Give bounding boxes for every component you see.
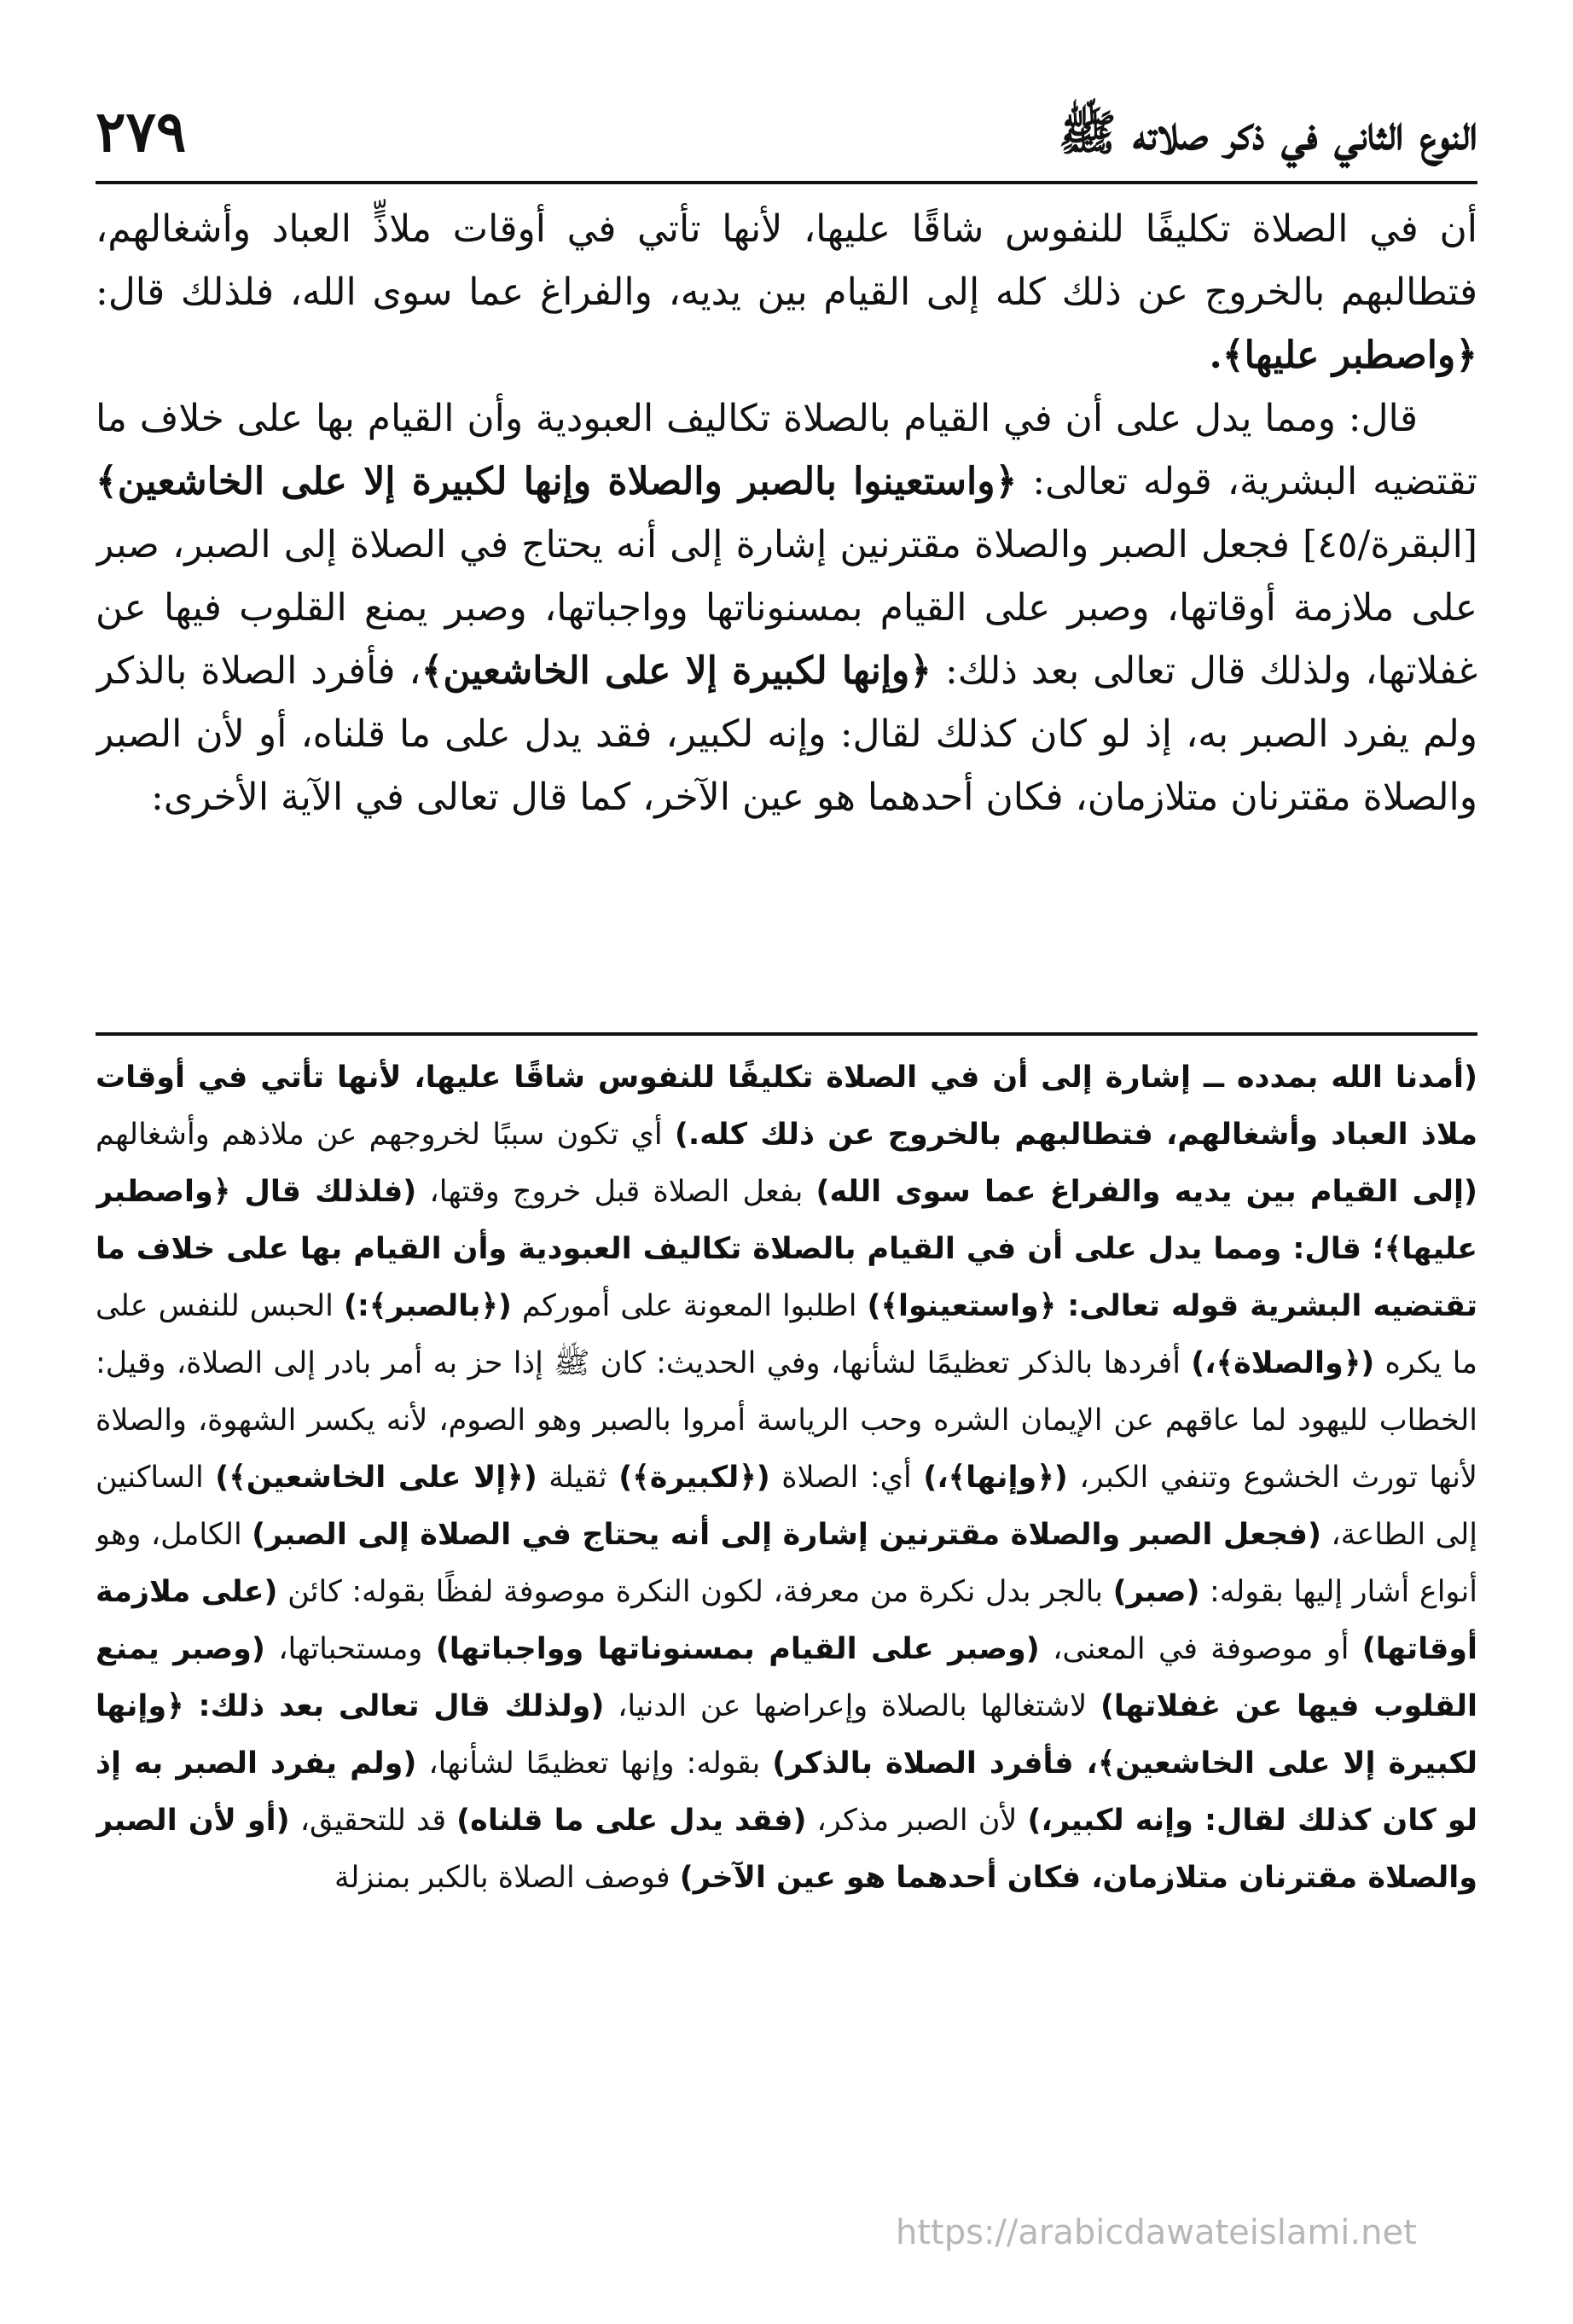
- quran-verse: ﴿واصطبر عليها﴾.: [1209, 334, 1477, 377]
- running-head: [96, 96, 1477, 177]
- main-paragraph: [96, 198, 1477, 387]
- commentary-text: أفردها بالذكر تعظيمًا لشأنها، وفي الحديث: كان ﷺ إذا حز به أمر بادر إلى الصلاة، وقيل: الخطاب لليهود لما عاقهم عن الإيمان الشره وحب الرياسة أمروا بالصبر وهو الصوم، لأنه يكسر الشهوة، والصلاة لأنها تورث الخشوع وتنفي الكبر،: [96, 1346, 1477, 1495]
- commentary-quote: (﴿وإنها﴾،): [923, 1461, 1068, 1495]
- commentary-quote: (﴿لكبيرة﴾): [618, 1461, 770, 1495]
- commentary-text: بفعل الصلاة قبل خروج وقتها،: [416, 1175, 816, 1209]
- commentary-text: الكامل، وهو أنواع أشار إليها بقوله:: [96, 1518, 1477, 1609]
- main-text-segment: ، فأفرد الصلاة بالذكر ولم يفرد الصبر به، إذ لو كان كذلك لقال: وإنه لكبير، فقد يدل على ما قلناه، أو لأن الصبر والصلاة مقترنان متلازمان، فكان أحدهما هو عين الآخر، كما قال تعالى في الآية الأخرى:: [96, 649, 1477, 819]
- commentary-quote: (﴿والصلاة﴾،): [1191, 1346, 1375, 1380]
- commentary-text: لاشتغالها بالصلاة وإعراضها عن الدنيا،: [604, 1689, 1100, 1723]
- commentary-text: لأن الصبر مذكر،: [806, 1804, 1028, 1838]
- commentary-quote: (ولم يفرد الصبر به إذ لو كان كذلك لقال: وإنه لكبير،): [96, 1746, 1477, 1838]
- commentary-paragraph: [96, 1049, 1477, 1907]
- commentary-text: أو موصوفة في المعنى،: [1039, 1632, 1362, 1666]
- footnote-divider: [96, 1032, 1477, 1036]
- commentary-quote: (أو لأن الصبر والصلاة مقترنان متلازمان، فكان أحدهما هو عين الآخر): [96, 1804, 1477, 1895]
- commentary-quote: (﴿إلا على الخاشعين﴾): [215, 1461, 537, 1495]
- commentary-quote: (﴿بالصبر﴾:): [343, 1289, 512, 1323]
- commentary-text: أي: الصلاة: [769, 1461, 924, 1495]
- commentary-quote: (أمدنا الله بمدده ــ إشارة إلى أن في الصلاة تكليفًا للنفوس شاقًا عليها، لأنها تأتي في أوقات ملاذ العباد وأشغالهم، فتطالبهم بالخروج عن ذلك كله.): [96, 1060, 1477, 1152]
- commentary-text: ومستحباتها،: [264, 1632, 436, 1666]
- quran-verse: ﴿وإنها لكبيرة إلا على الخاشعين﴾: [421, 649, 932, 693]
- commentary: [96, 1049, 1477, 2181]
- main-text-segment: أن في الصلاة تكليفًا للنفوس شاقًا عليها، لأنها تأتي في أوقات ملاذٍّ العباد وأشغالهم، فتطالبهم بالخروج عن ذلك كله إلى القيام بين يديه، والفراغ عما سوى الله، فلذلك قال:: [96, 207, 1477, 314]
- page-number: ٢٧٩: [96, 98, 187, 165]
- commentary-text: بقوله: وإنها تعظيمًا لشأنها،: [416, 1746, 773, 1781]
- main-text-segment: قال: ومما يدل على أن في القيام بالصلاة تكاليف العبودية وأن القيام بها على خلاف ما تقتضيه البشرية، قوله تعالى:: [96, 397, 1477, 503]
- header-divider: [96, 181, 1477, 184]
- main-text: [96, 198, 1477, 1017]
- commentary-text: فوصف الصلاة بالكبر بمنزلة: [334, 1861, 680, 1895]
- commentary-quote: (على ملازمة أوقاتها): [96, 1575, 1477, 1666]
- commentary-text: الحبس للنفس على ما يكره: [96, 1289, 1477, 1380]
- commentary-quote: (وصبر على القيام بمسنوناتها وواجباتها): [435, 1632, 1040, 1666]
- commentary-quote: (صبر): [1112, 1575, 1200, 1609]
- quran-verse: ﴿واستعينوا بالصبر والصلاة وإنها لكبيرة إلا على الخاشعين﴾: [96, 460, 1018, 503]
- main-text-segment: [البقرة/٤٥] فجعل الصبر والصلاة مقترنين إشارة إلى أنه يحتاج في الصلاة إلى الصبر، صبر على ملازمة أوقاتها، وصبر على القيام بمسنوناتها وواجباتها، وصبر يمنع القلوب فيها عن غفلاتها، ولذلك قال تعالى بعد ذلك:: [96, 523, 1477, 693]
- source-watermark: https://arabicdawateislami.net: [896, 2213, 1417, 2252]
- commentary-quote: (إلى القيام بين يديه والفراغ عما سوى الله): [816, 1175, 1477, 1209]
- commentary-quote: (فقد يدل على ما قلناه): [456, 1804, 807, 1838]
- commentary-text: الساكنين إلى الطاعة،: [96, 1461, 1477, 1552]
- main-paragraph: [96, 387, 1477, 829]
- commentary-text: قد للتحقيق،: [289, 1804, 457, 1838]
- commentary-text: بالجر بدل نكرة من معرفة، لكون النكرة موصوفة لفظًا بقوله: كائن: [277, 1575, 1113, 1609]
- commentary-text: ثقيلة: [537, 1461, 619, 1495]
- chapter-heading: النوع الثاني في ذكر صلاته ﷺ: [1059, 105, 1477, 161]
- commentary-text: اطلبوا المعونة على أموركم: [511, 1289, 868, 1323]
- commentary-text: أي تكون سببًا لخروجهم عن ملاذهم وأشغالهم: [96, 1118, 675, 1152]
- commentary-quote: (فلذلك قال ﴿واصطبر عليها﴾؛ قال: ومما يدل على أن في القيام بالصلاة تكاليف العبودية وأن القيام بها على خلاف ما تقتضيه البشرية قوله تعالى: ﴿واستعينوا﴾): [96, 1175, 1477, 1323]
- commentary-quote: (ولذلك قال تعالى بعد ذلك: ﴿وإنها لكبيرة إلا على الخاشعين﴾، فأفرد الصلاة بالذكر): [96, 1689, 1477, 1781]
- commentary-quote: (فجعل الصبر والصلاة مقترنين إشارة إلى أنه يحتاج في الصلاة إلى الصبر): [252, 1518, 1321, 1552]
- commentary-quote: (وصبر يمنع القلوب فيها عن غفلاتها): [96, 1632, 1477, 1723]
